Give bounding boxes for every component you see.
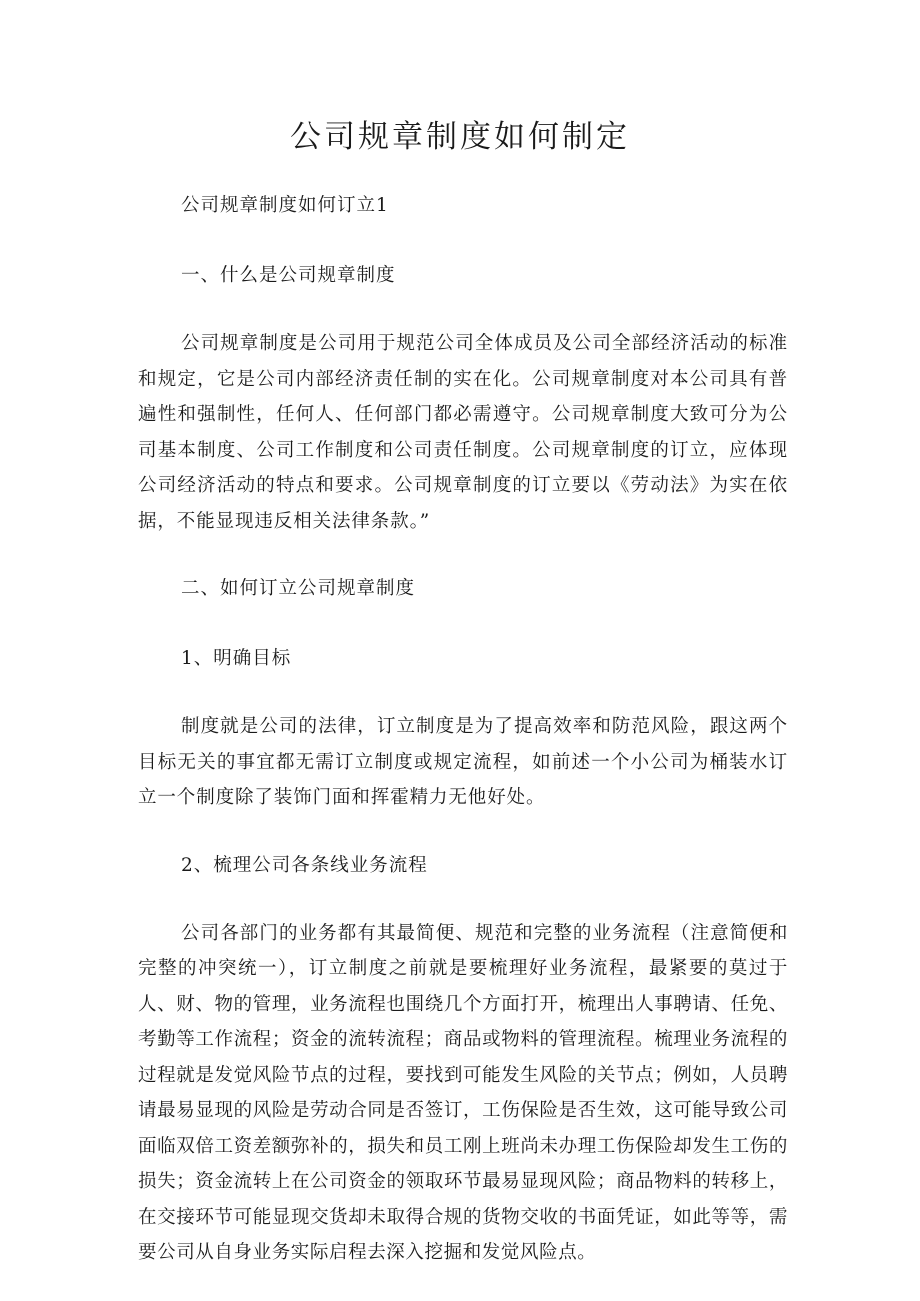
section-heading-how-to: 二、如何订立公司规章制度 xyxy=(181,578,416,599)
subheading-business-process: 2、梳理公司各条线业务流程 xyxy=(181,854,428,876)
page-title: 公司规章制度如何制定 xyxy=(290,119,630,155)
document-body xyxy=(138,186,788,1301)
subheading-clear-goals: 1、明确目标 xyxy=(181,648,292,669)
section-heading-what-is: 一、什么是公司规章制度 xyxy=(181,265,396,286)
section-heading-intro: 公司规章制度如何订立1 xyxy=(181,195,389,216)
paragraph-definition: 公司规章制度是公司用于规范公司全体成员及公司全部经济活动的标准和规定，它是公司内部经济责任制的实在化。公司规章制度对本公司具有普遍性和强制性，任何人、任何部门都必需遵守。公司规章制度大致可分为公司基本制度、公司工作制度和公司责任制度。公司规章制度的订立，应体现公司经济活动的特点和要求。公司规章制度的订立要以《劳动法》为实在依据，不能显现违反相关法律条款。” xyxy=(138,333,788,532)
paragraph-process: 公司各部门的业务都有其最简便、规范和完整的业务流程（注意简便和完整的冲突统一），订立制度之前就是要梳理好业务流程，最紧要的莫过于人、财、物的管理，业务流程也围绕几个方面打开，梳理出人事聘请、任免、考勤等工作流程；资金的流转流程；商品或物料的管理流程。梳理业务流程的过程就是发觉风险节点的过程，要找到可能发生风险的关节点；例如，人员聘请最易显现的风险是劳动合同是否签订，工伤保险是否生效，这可能导致公司面临双倍工资差额弥补的，损失和员工刚上班尚未办理工伤保险却发生工伤的损失；资金流转上在公司资金的领取环节最易显现风险；商品物料的转移上，在交接环节可能显现交货却未取得合规的货物交收的书面凭证，如此等等，需要公司从自身业务实际启程去深入挖掘和发觉风险点。 xyxy=(138,922,788,1263)
paragraph-goals: 制度就是公司的法律，订立制度是为了提高效率和防范风险，跟这两个目标无关的事宜都无需订立制度或规定流程，如前述一个小公司为桶装水订立一个制度除了装饰门面和挥霍精力无他好处。 xyxy=(138,716,788,808)
